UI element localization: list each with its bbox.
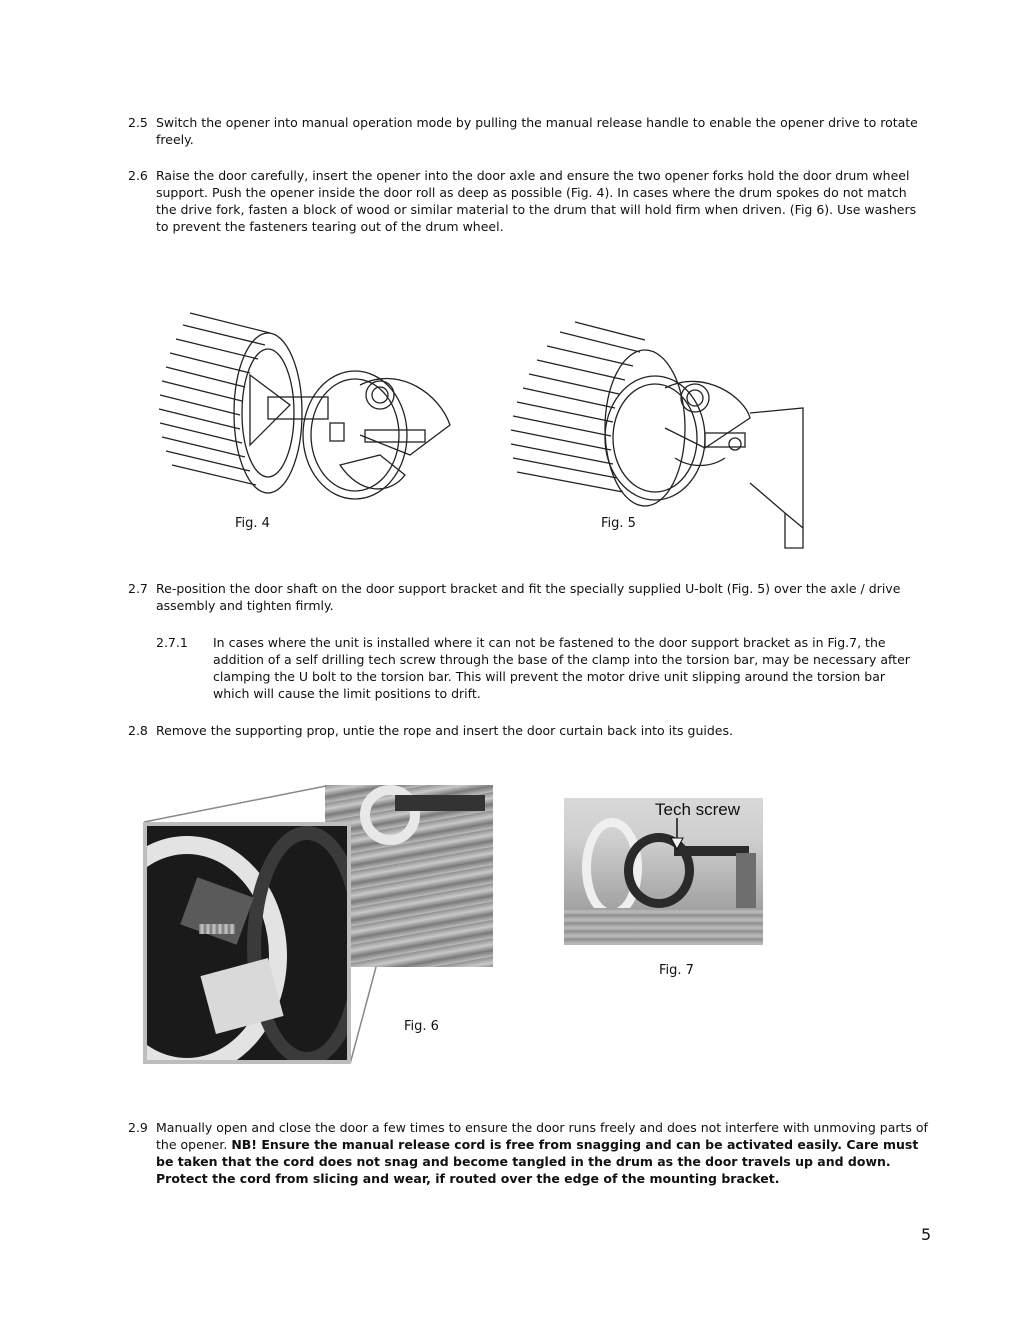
fig6-caption: Fig. 6 — [404, 1019, 439, 1034]
section-2-5 — [128, 114, 928, 150]
fig7-photo — [564, 798, 763, 945]
section-text: Remove the supporting prop, untie the rope and insert the door curtain back into its guides. — [156, 723, 733, 738]
wheel-shape — [247, 826, 351, 1064]
shaft-shape — [395, 795, 485, 811]
section-number: 2.5 — [128, 115, 148, 130]
page-number: 5 — [921, 1225, 932, 1244]
section-2-8 — [128, 722, 928, 740]
fig5-caption: Fig. 5 — [601, 516, 636, 531]
section-text: Switch the opener into manual operation mode by pulling the manual release handle to enable the opener drive to rotate freely. — [156, 115, 918, 147]
section-text-bold-warning: NB! Ensure the manual release cord is free from snagging and can be activated easily. Care must be taken that the cord does not snag and become tangled in the drum as the door travels up and down. Protect the cord from slicing and wear, if routed over the edge of the mounting bracket. — [156, 1137, 919, 1186]
fig4-drum-opener-drawing — [150, 305, 470, 505]
fig4-caption: Fig. 4 — [235, 516, 270, 531]
section-2-6 — [128, 167, 928, 239]
section-text: In cases where the unit is installed where it can not be fastened to the door support bracket as in Fig.7, the addition of a self drilling tech screw through the base of the clamp into the torsion bar, may be necessary after clamping the U bolt to the torsion bar. This will prevent the motor drive unit slipping around the torsion bar which will cause the limit positions to drift. — [213, 635, 910, 701]
section-text — [156, 1119, 928, 1187]
section-2-9 — [128, 1119, 928, 1189]
fig7-caption: Fig. 7 — [659, 963, 694, 978]
section-text: Raise the door carefully, insert the opener into the door axle and ensure the two opener forks hold the door drum wheel support. Push the opener inside the door roll as deep as possible (Fig. 4). In cases where the drum spokes do not match the drive fork, fasten a block of wood or similar material to the drum that will hold firm when driven. (Fig 6). Use washers to prevent the fasteners tearing out of the drum wheel. — [156, 168, 917, 234]
section-number: 2.7.1 — [156, 635, 188, 650]
section-number: 2.6 — [128, 168, 148, 183]
fig6-closeup-photo — [143, 822, 351, 1064]
section-number: 2.9 — [128, 1120, 148, 1135]
section-text-normal: Manually open and close the door a few times to ensure the door runs freely and does not interfere with unmoving parts of the opener. — [156, 1120, 928, 1152]
fig5-drum-opener-ubolt-drawing — [505, 318, 810, 553]
screw-shape — [199, 924, 235, 934]
door-slats-shape — [564, 908, 763, 945]
section-number: 2.7 — [128, 581, 148, 596]
section-2-7 — [128, 580, 928, 616]
section-2-7-1 — [156, 634, 926, 704]
section-number: 2.8 — [128, 723, 148, 738]
tech-screw-label: Tech screw — [655, 800, 741, 819]
tech-screw-arrow — [670, 818, 684, 850]
section-text: Re-position the door shaft on the door support bracket and fit the specially supplied U-bolt (Fig. 5) over the axle / drive assembly and tighten firmly. — [156, 581, 901, 613]
